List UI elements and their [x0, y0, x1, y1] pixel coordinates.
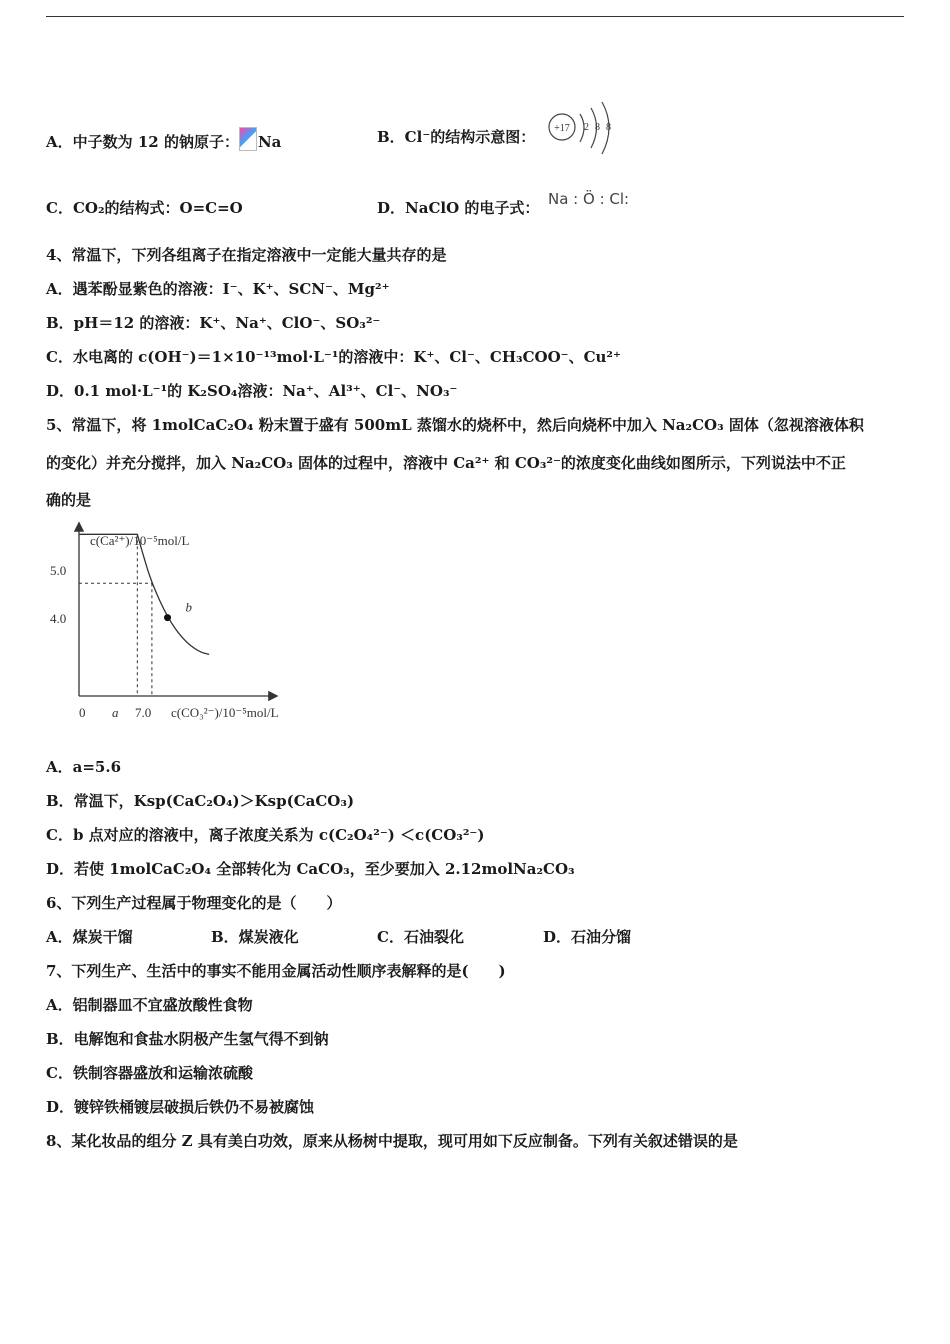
q7-option-d: D．镀锌铁桶镀层破损后铁仍不易被腐蚀 — [46, 1098, 315, 1116]
q5-stem-line-1: 5、常温下，将 1molCaC₂O₄ 粉末置于盛有 500mL 蒸馏水的烧杯中，然后向烧杯中加入 Na₂CO₃ 固体（忽视溶液体积 — [46, 416, 864, 434]
q3-option-c: C．CO₂的结构式：O=C=O — [46, 199, 243, 217]
q6-option-c: C．石油裂化 — [377, 928, 464, 946]
y-tick-label-5: 5.0 — [50, 563, 67, 578]
y-tick-label-4: 4.0 — [50, 611, 67, 626]
q4-stem: 4、常温下，下列各组离子在指定溶液中一定能大量共存的是 — [46, 246, 447, 264]
q4-option-d: D．0.1 mol·L⁻¹的 K₂SO₄溶液：Na⁺、Al³⁺、Cl⁻、NO₃⁻ — [46, 382, 458, 400]
q7-option-a: A．铝制器皿不宜盛放酸性食物 — [46, 996, 253, 1014]
q5-stem-line-2: 的变化）并充分搅拌，加入 Na₂CO₃ 固体的过程中，溶液中 Ca²⁺ 和 CO₃²⁻的浓度变化曲线如图所示，下列说法中不正 — [46, 454, 846, 472]
shell-1-label: 2 — [584, 122, 589, 133]
q6-option-d: D．石油分馏 — [543, 928, 632, 946]
point-b-label: b — [185, 599, 193, 615]
concentration-chart — [46, 516, 306, 726]
q3-option-a-text: A．中子数为 12 的钠原子： — [46, 133, 239, 151]
shell-2-label: 8 — [595, 122, 600, 133]
q7-option-b: B．电解饱和食盐水阴极产生氢气得不到钠 — [46, 1030, 329, 1048]
q4-option-b: B．pH＝12 的溶液：K⁺、Na⁺、ClO⁻、SO₃²⁻ — [46, 314, 381, 332]
q6-stem: 6、下列生产过程属于物理变化的是（ ） — [46, 894, 342, 912]
q3-option-d — [377, 198, 539, 218]
point-b-marker — [164, 614, 171, 621]
x-axis-label: c(CO₃²⁻)/10⁻⁵mol/L — [171, 705, 279, 720]
q6-option-a: A．煤炭干馏 — [46, 928, 133, 946]
q7-stem: 7、下列生产、生活中的事实不能用金属活动性顺序表解释的是( ) — [46, 962, 506, 980]
q5-option-d: D．若使 1molCaC₂O₄ 全部转化为 CaCO₃，至少要加入 2.12molNa₂CO₃ — [46, 860, 575, 878]
concentration-curve — [79, 534, 209, 654]
q7-option-c: C．铁制容器盛放和运输浓硫酸 — [46, 1064, 253, 1082]
naclo-electron-formula: Na : Ö : Cl: — [548, 190, 630, 208]
q4-option-c: C．水电离的 c(OH⁻)＝1×10⁻¹³mol·L⁻¹的溶液中：K⁺、Cl⁻、CH₃COO⁻、Cu²⁺ — [46, 348, 621, 366]
q5-option-a: A．a=5.6 — [46, 758, 122, 776]
header-rule — [46, 16, 904, 17]
q4-option-a: A．遇苯酚显紫色的溶液：I⁻、K⁺、SCN⁻、Mg²⁺ — [46, 280, 390, 298]
x-tick-label-0: 0 — [79, 705, 86, 720]
q3-option-b — [377, 127, 535, 147]
shell-3-label: 8 — [606, 122, 611, 133]
q5-option-b: B．常温下，Ksp(CaC₂O₄)＞Ksp(CaCO₃) — [46, 792, 355, 810]
q3-option-d-text: D．NaClO 的电子式： — [377, 199, 540, 217]
q8-stem: 8、某化妆品的组分 Z 具有美白功效，原来从杨树中提取，现可用如下反应制备。下列有关叙述错误的是 — [46, 1132, 738, 1150]
y-axis-label: c(Ca²⁺)/10⁻⁵mol/L — [90, 533, 190, 548]
q5-stem-line-3: 确的是 — [46, 491, 92, 509]
x-tick-label-a: a — [112, 705, 119, 720]
q5-option-c: C．b 点对应的溶液中，离子浓度关系为 c(C₂O₄²⁻) ＜c(CO₃²⁻) — [46, 826, 485, 844]
nucleus-label: +17 — [554, 123, 570, 134]
isotope-image-icon — [239, 127, 257, 151]
q3-option-a — [46, 127, 281, 152]
q3-option-a-symbol: Na — [257, 133, 282, 151]
q3-option-b-text: B．Cl⁻的结构示意图： — [377, 128, 536, 146]
cl-ion-structure-diagram — [546, 100, 616, 156]
x-tick-label-7: 7.0 — [135, 705, 152, 720]
q6-option-b: B．煤炭液化 — [211, 928, 299, 946]
